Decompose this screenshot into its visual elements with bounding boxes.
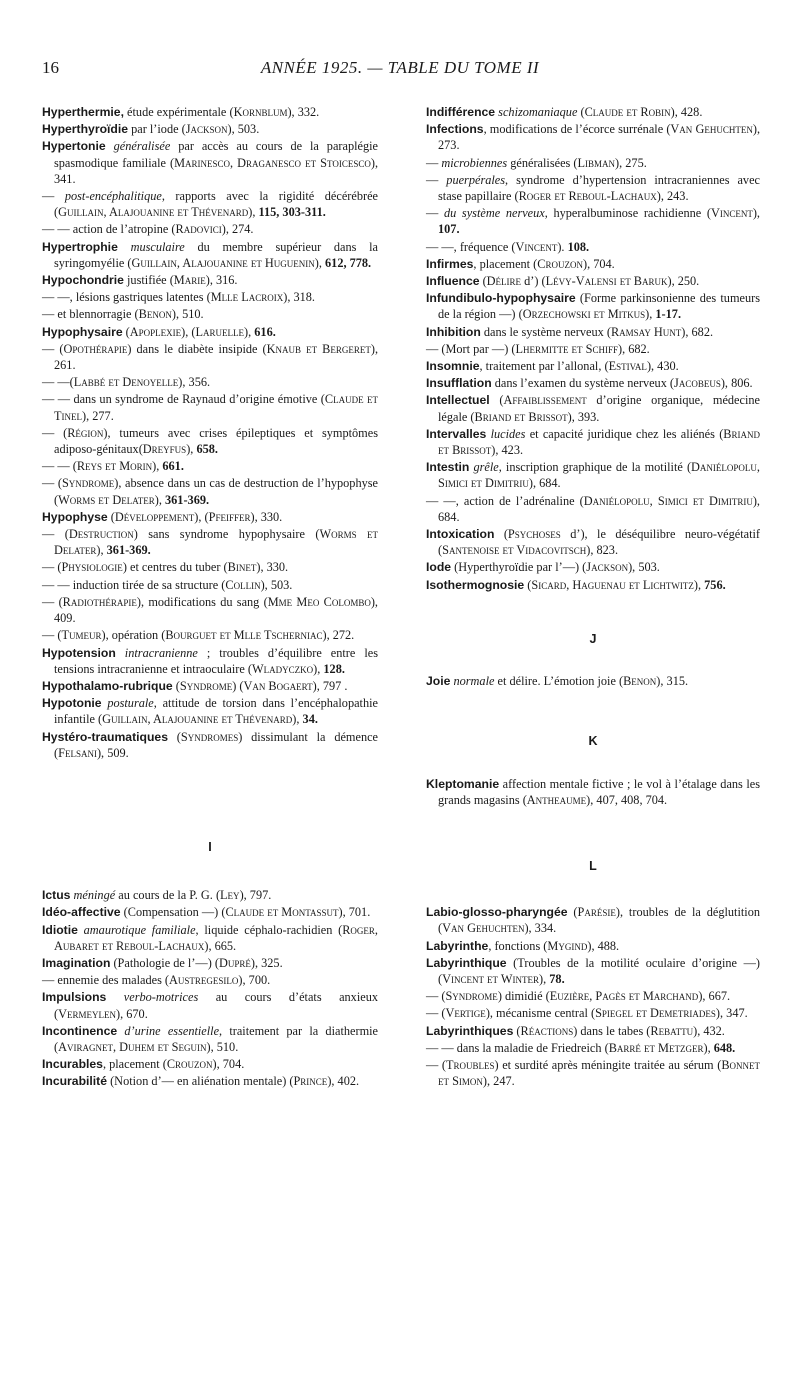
index-entry: Idéo-affective (Compensation —) (Claude et Montassut), 701. — [42, 905, 371, 920]
index-entry: Hypophyse (Développement), (Pfeiffer), 330. — [42, 509, 283, 524]
index-entry: Labio-glosso-pharyngée (Parésie), troubles de la déglutition (Van Gehuchten), 334. — [426, 905, 760, 936]
index-entry: Intellectuel (Affaiblissement d’origine organique, médecine légale (Briand et Brissot), 393. — [426, 393, 760, 424]
index-entry: Iode (Hyperthyroïdie par l’—) (Jackson), 503. — [426, 560, 660, 575]
left-column — [42, 104, 378, 1091]
index-entry: — ennemie des malades (Austregesilo), 700. — [42, 973, 271, 988]
index-entry: — et blennorragie (Benon), 510. — [42, 307, 204, 322]
index-entry: Infections, modifications de l’écorce surrénale (Van Gehuchten), 273. — [426, 122, 761, 153]
index-entry: — (Syndrome), absence dans un cas de destruction de l’hypophyse (Worms et Delater), 361-369. — [42, 476, 378, 507]
page-header — [42, 58, 758, 84]
index-entry: Hypochondrie justifiée (Marie), 316. — [42, 273, 238, 288]
index-entry: Ictus méningé au cours de la P. G. (Ley), 797. — [42, 888, 272, 903]
index-entry: — (Radiothérapie), modifications du sang (Mme Meo Colombo), 409. — [42, 594, 378, 626]
page-number: 16 — [42, 58, 59, 77]
index-entry: Labyrinthique (Troubles de la motilité oculaire d’origine —) (Vincent et Winter), 78. — [426, 955, 760, 986]
index-entry: — (Syndrome) dimidié (Euzière, Pagès et Marchand), 667. — [426, 989, 731, 1004]
index-entry: Insufflation dans l’examen du système nerveux (Jacobeus), 806. — [426, 376, 753, 391]
index-entry: Impulsions verbo-motrices au cours d’états anxieux (Vermeylen), 670. — [42, 990, 378, 1021]
index-entry: — — (Reys et Morin), 661. — [42, 459, 184, 474]
index-entry: — post-encéphalitique, rapports avec la rigidité décérébrée (Guillain, Alajouanine et Thévenard), 115, 303-311. — [42, 189, 379, 220]
index-entry: Hypophysaire (Apoplexie), (Laruelle), 616. — [42, 324, 276, 339]
index-entry: — (Région), tumeurs avec crises épileptiques et symptômes adiposo-génitaux(Dreyfus), 658. — [42, 425, 378, 457]
index-entry: Hyperthyroïdie par l’iode (Jackson), 503. — [42, 122, 260, 137]
section-letter-i: I — [208, 839, 212, 854]
index-entry: — microbiennes généralisées (Libman), 275. — [426, 155, 647, 170]
running-title: ANNÉE 1925. — TABLE DU TOME II — [260, 58, 540, 77]
index-entry: Influence (Délire d’) (Lévy-Valensi et Baruk), 250. — [426, 274, 700, 289]
index-entry: — — induction tirée de sa structure (Collin), 503. — [42, 577, 293, 592]
index-entry: Hypotonie posturale, attitude de torsion dans l’encéphalopathie infantile (Guillain, Alajouanine et Thévenard), 34. — [42, 696, 378, 727]
index-entry: Incontinence d’urine essentielle, traitement par la diathermie (Aviragnet, Duhem et Seguin), 510. — [42, 1023, 379, 1054]
index-entry: Infundibulo-hypophysaire (Forme parkinsonienne des tumeurs de la région —) (Orzechowski et Mitkus), 1-17. — [426, 291, 760, 322]
index-entry: Hypertrophie musculaire du membre supérieur dans la syringomyélie (Guillain, Alajouanine et Huguenin), 612, 778. — [42, 239, 379, 270]
index-entry: Intoxication (Psychoses d’), le déséquilibre neuro-végétatif (Santenoise et Vidacovitsch), 823. — [426, 527, 760, 558]
index-entry: Incurabilité (Notion d’— en aliénation mentale) (Prince), 402. — [42, 1074, 360, 1089]
index-entry: — —, lésions gastriques latentes (Mlle Lacroix), 318. — [42, 290, 315, 305]
index-entry: Intervalles lucides et capacité juridique chez les aliénés (Briand et Brissot), 423. — [426, 426, 760, 458]
index-entry: Hyperthermie, étude expérimentale (Kornblum), 332. — [42, 105, 320, 119]
section-letter-j: J — [589, 631, 597, 646]
index-entry: Hypothalamo-rubrique (Syndrome) (Van Bogaert), 797 . — [42, 678, 348, 693]
index-entry: Isothermognosie (Sicard, Haguenau et Lichtwitz), 756. — [426, 577, 726, 592]
index-entry: Hypertonie généralisée par accès au cours de la paraplégie spasmodique familiale (Marinesco, Draganesco et Stoicesco), 341. — [42, 139, 379, 186]
index-entry: Indifférence schizomaniaque (Claude et Robin), 428. — [426, 105, 703, 119]
index-entry: — — dans la maladie de Friedreich (Barré et Metzger), 648. — [426, 1040, 736, 1055]
index-entry: Joie normale et délire. L’émotion joie (Benon), 315. — [426, 674, 689, 689]
index-entry: — (Opothérapie) dans le diabète insipide (Knaub et Bergeret), 261. — [42, 341, 379, 373]
index-entry: Inhibition dans le système nerveux (Ramsay Hunt), 682. — [426, 324, 714, 339]
index-entry: Incurables, placement (Crouzon), 704. — [42, 1057, 245, 1072]
index-entry: — —, fréquence (Vincent). 108. — [426, 239, 590, 254]
section-letter-l: L — [589, 858, 597, 873]
index-entry: Intestin grêle, inscription graphique de la motilité (Daniélopolu, Simici et Dimitriu), 684. — [426, 460, 760, 491]
index-entry: — puerpérales, syndrome d’hypertension intracraniennes avec stase papillaire (Roger et Reboul-Lachaux), 243. — [426, 172, 760, 204]
index-entry: — (Troubles) et surdité après méningite traitée au sérum (Bonnet et Simon), 247. — [426, 1057, 761, 1089]
index-entry: Labyrinthiques (Réactions) dans le tabes (Rebattu), 432. — [426, 1023, 725, 1038]
index-entry: — du système nerveux, hyperalbuminose rachidienne (Vincent), 107. — [426, 206, 760, 237]
section-letter-k: K — [588, 734, 598, 749]
index-entry: Labyrinthe, fonctions (Mygind), 488. — [426, 938, 620, 953]
index-entry: — (Vertige), mécanisme central (Spiegel et Demetriades), 347. — [426, 1006, 748, 1021]
index-entry: — —(Labbé et Denoyelle), 356. — [42, 375, 211, 390]
index-entry: Idiotie amaurotique familiale, liquide céphalo-rachidien (Roger, Aubaret et Reboul-Lachaux), 665. — [42, 922, 378, 953]
index-entry: — — action de l’atropine (Radovici), 274. — [42, 222, 254, 237]
index-entry: — (Destruction) sans syndrome hypophysaire (Worms et Delater), 361-369. — [42, 527, 379, 558]
index-entry: — — dans un syndrome de Raynaud d’origine émotive (Claude et Tinel), 277. — [42, 392, 378, 423]
index-entry: — (Tumeur), opération (Bourguet et Mlle Tscherniac), 272. — [42, 628, 355, 643]
index-entry: Imagination (Pathologie de l’—) (Dupré), 325. — [42, 955, 283, 970]
index-entry: — (Mort par —) (Lhermitte et Schiff), 682. — [426, 341, 650, 356]
index-entry: Infirmes, placement (Crouzon), 704. — [426, 256, 615, 271]
index-entry: Hystéro-traumatiques (Syndromes) dissimulant la démence (Felsani), 509. — [42, 729, 379, 760]
index-entry: Kleptomanie affection mentale fictive ; le vol à l’étalage dans les grands magasins (Antheaume), 407, 408, 704. — [426, 776, 760, 807]
index-entry: — —, action de l’adrénaline (Daniélopolu, Simici et Dimitriu), 684. — [426, 493, 760, 524]
index-entry: Hypotension intracranienne ; troubles d’équilibre entre les tensions intracranienne et intraoculaire (Wladyczko), 128. — [42, 645, 378, 676]
index-entry: — (Physiologie) et centres du tuber (Binet), 330. — [42, 560, 289, 575]
index-entry: Insomnie, traitement par l’allonal, (Estival), 430. — [426, 359, 679, 374]
right-column — [426, 104, 760, 1090]
